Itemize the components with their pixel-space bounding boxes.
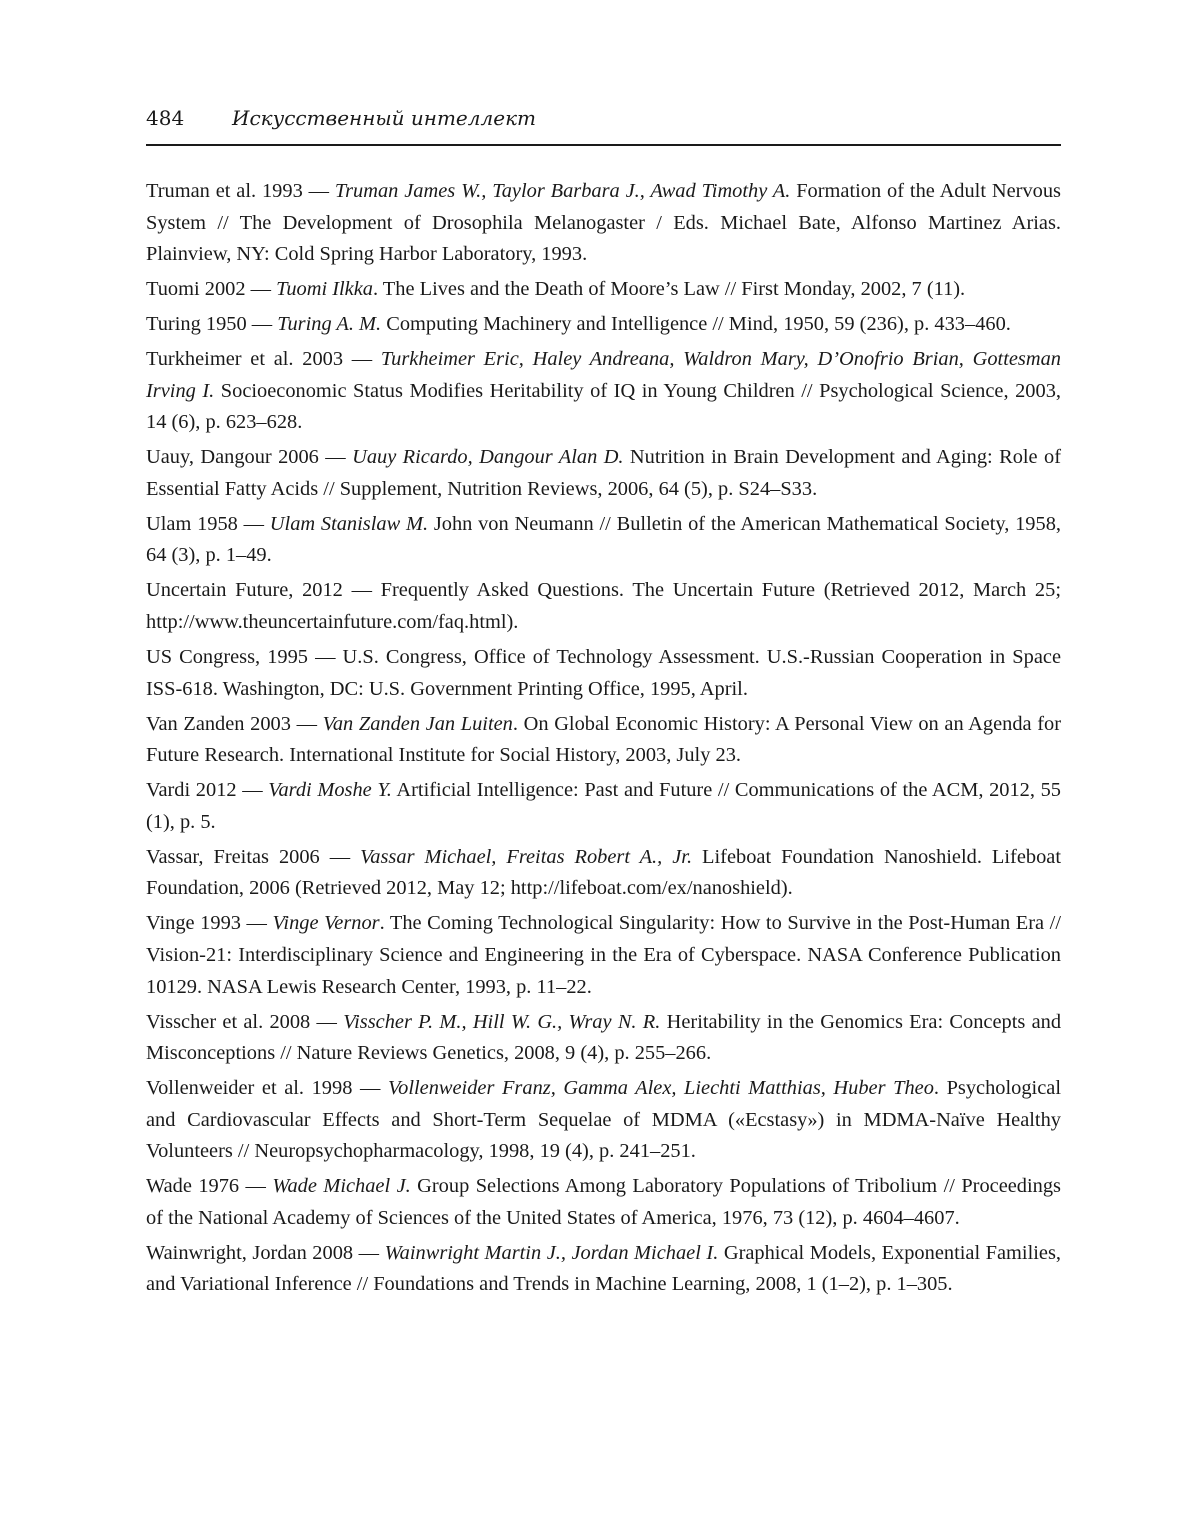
reference-key: Van Zanden 2003 — xyxy=(146,712,323,735)
reference-entry xyxy=(146,709,1061,772)
reference-details: John von Neumann // Bulletin of the American Mathematical Society, 1958, 64 (3), p. 1–49. xyxy=(146,512,1061,567)
reference-key: Wade 1976 — xyxy=(146,1175,273,1198)
reference-authors: Visscher P. M., Hill W. G., Wray N. R. xyxy=(343,1010,661,1033)
reference-entry xyxy=(146,176,1061,271)
reference-authors: Van Zanden Jan Luiten xyxy=(322,712,513,735)
reference-details: Heritability in the Genomics Era: Concepts and Misconceptions // Nature Reviews Genetics, 2008, 9 (4), p. 255–266. xyxy=(146,1010,1062,1065)
reference-details: U.S. Congress, Office of Technology Assessment. U.S.-Russian Cooperation in Space ISS-618. Washington, DC: U.S. Government Printing Office, 1995, April. xyxy=(146,646,1061,700)
reference-details: Artificial Intelligence: Past and Future // Communications of the ACM, 2012, 55 (1), p. 5. xyxy=(146,779,1061,833)
reference-entry xyxy=(146,274,1061,306)
reference-key: Vollenweider et al. 1998 — xyxy=(146,1077,388,1100)
reference-entry xyxy=(146,1007,1061,1070)
reference-authors: Vardi Moshe Y. xyxy=(268,779,392,802)
reference-authors: Turing A. M. xyxy=(277,313,382,336)
reference-entry xyxy=(146,908,1061,1003)
reference-details: . The Lives and the Death of Moore’s Law // First Monday, 2002, 7 (11). xyxy=(372,278,966,301)
reference-entry xyxy=(146,1171,1061,1234)
reference-key: Uncertain Future, 2012 — xyxy=(146,579,381,602)
reference-entry xyxy=(146,309,1061,341)
reference-authors: Tuomi Ilkka xyxy=(276,278,373,301)
reference-key: Truman et al. 1993 — xyxy=(146,180,335,202)
reference-authors: Vollenweider Franz, Gamma Alex, Liechti Matthias, Huber Theo xyxy=(387,1077,934,1100)
reference-details: . The Coming Technological Singularity: How to Survive in the Post-Human Era // Vision-21: Interdisciplinary Science and Engineering in the Era of Cyberspace. NASA Conference Publication 10129. NASA Lewis Research Center, 1993, p. 11–22. xyxy=(146,912,1061,998)
reference-key: Ulam 1958 — xyxy=(146,512,270,535)
reference-details: Group Selections Among Laboratory Populations of Tribolium // Proceedings of the National Academy of Sciences of the United States of America, 1976, 73 (12), p. 4604–4607. xyxy=(146,1175,1061,1229)
reference-authors: Truman James W., Taylor Barbara J., Awad Timothy A. xyxy=(334,180,791,202)
reference-entry xyxy=(146,344,1061,439)
reference-entry xyxy=(146,1238,1061,1301)
reference-details: Socioeconomic Status Modifies Heritability of IQ in Young Children // Psychological Science, 2003, 14 (6), p. 623–628. xyxy=(146,379,1061,434)
reference-details: . On Global Economic History: A Personal View on an Agenda for Future Research. International Institute for Social History, 2003, July 23. xyxy=(146,712,1062,767)
reference-key: US Congress, 1995 — xyxy=(146,646,343,669)
reference-list xyxy=(146,176,1061,1304)
reference-details: Frequently Asked Questions. The Uncertain Future (Retrieved 2012, March 25; http://www.theuncertainfuture.com/faq.html). xyxy=(146,579,1061,634)
reference-key: Wainwright, Jordan 2008 — xyxy=(146,1241,385,1264)
reference-entry xyxy=(146,575,1061,638)
reference-entry xyxy=(146,442,1061,505)
reference-entry xyxy=(146,509,1061,572)
page-header xyxy=(146,104,1061,146)
reference-details: Graphical Models, Exponential Families, and Variational Inference // Foundations and Trends in Machine Learning, 2008, 1 (1–2), p. 1–305. xyxy=(146,1241,1061,1296)
reference-details: Lifeboat Foundation Nanoshield. Lifeboat Foundation, 2006 (Retrieved 2012, May 12; http://lifeboat.com/ex/nanoshield). xyxy=(146,845,1061,900)
reference-key: Tuomi 2002 — xyxy=(146,278,277,301)
reference-details: Computing Machinery and Intelligence // Mind, 1950, 59 (236), p. 433–460. xyxy=(381,313,1011,336)
reference-details: . Psychological and Cardiovascular Effects and Short-Term Sequelae of MDMA («Ecstasy») in MDMA-Naïve Healthy Volunteers // Neuropsychopharmacology, 1998, 19 (4), p. 241–251. xyxy=(146,1077,1061,1163)
reference-authors: Wade Michael J. xyxy=(272,1175,411,1198)
page-number: 484 xyxy=(146,106,185,130)
reference-details: Nutrition in Brain Development and Aging: Role of Essential Fatty Acids // Supplement, Nutrition Reviews, 2006, 64 (5), p. S24–S33. xyxy=(146,446,1062,500)
reference-entry xyxy=(146,642,1061,705)
reference-key: Vinge 1993 — xyxy=(146,912,273,935)
reference-entry xyxy=(146,842,1061,905)
reference-entry xyxy=(146,1073,1061,1168)
reference-authors: Uauy Ricardo, Dangour Alan D. xyxy=(352,446,624,469)
reference-key: Vardi 2012 — xyxy=(146,779,269,802)
reference-authors: Vassar Michael, Freitas Robert A., Jr. xyxy=(360,845,693,868)
reference-key: Turkheimer et al. 2003 — xyxy=(146,348,381,371)
reference-authors: Vinge Vernor xyxy=(272,912,380,935)
reference-authors: Wainwright Martin J., Jordan Michael I. xyxy=(384,1241,719,1264)
reference-entry xyxy=(146,775,1061,838)
reference-key: Turing 1950 — xyxy=(146,313,278,336)
reference-key: Visscher et al. 2008 — xyxy=(146,1010,344,1033)
reference-authors: Turkheimer Eric, Haley Andreana, Waldron Mary, D’Onofrio Brian, Gottesman Irving I. xyxy=(146,348,1061,402)
running-title: Искусственный интеллект xyxy=(232,106,536,130)
reference-details: Formation of the Adult Nervous System // The Development of Drosophila Melanogaster / Eds. Michael Bate, Alfonso Martinez Arias. Plainview, NY: Cold Spring Harbor Laboratory, 1993. xyxy=(146,180,1061,266)
reference-key: Vassar, Freitas 2006 — xyxy=(146,845,361,868)
reference-authors: Ulam Stanislaw M. xyxy=(269,512,429,535)
reference-key: Uauy, Dangour 2006 — xyxy=(146,446,353,469)
